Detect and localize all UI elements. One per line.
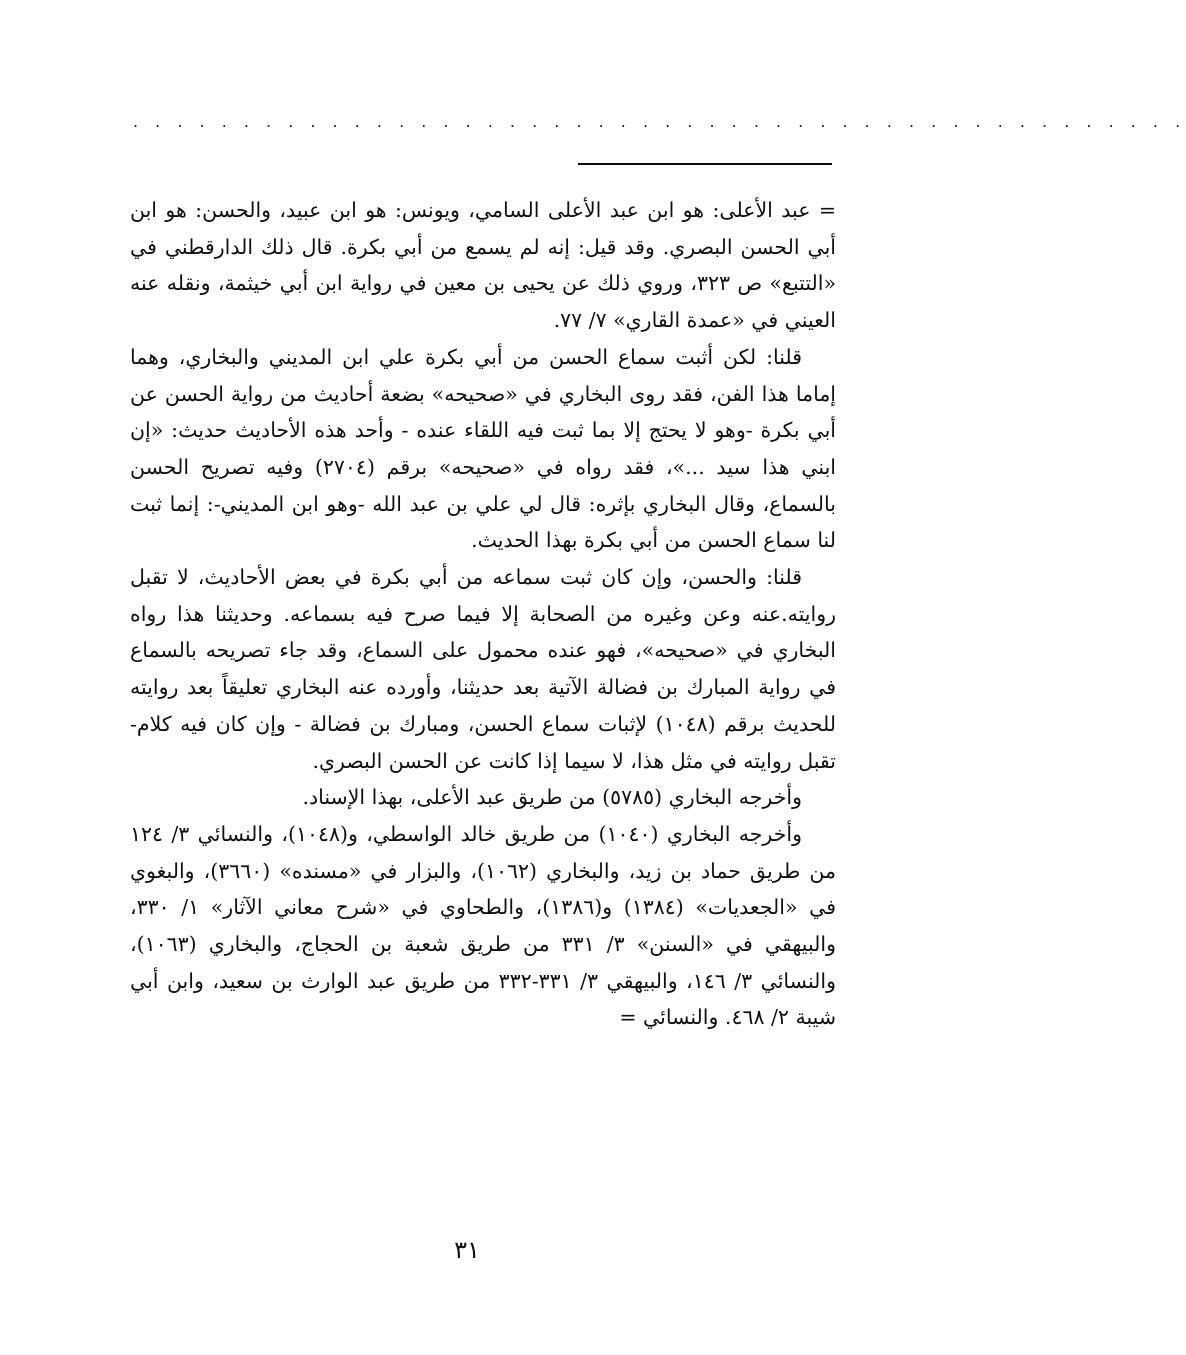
footnote-paragraph-4: وأخرجه البخاري (٥٧٨٥) من طريق عبد الأعلى، بهذا الإسناد. (302, 785, 802, 810)
footnote-text (130, 192, 836, 1036)
footnote-rule (578, 163, 832, 165)
page-number: ٣١ (454, 1236, 480, 1264)
footnote-paragraph-3: قلنا: والحسن، وإن كان ثبت سماعه من أبي بكرة في بعض الأحاديث، لا تقبل روايته.عنه وعن وغيره من الصحابة إلا فيما صرح فيه بسماعه. وحديثنا هذا رواه البخاري في «صحيحه»، فهو عنده محمول على السماع، وقد جاء تصريحه بالسماع في رواية المبارك بن فضالة الآتية بعد حديثنا، وأورده عنه البخاري تعليقاً بعد روايته للحديث برقم (١٠٤٨) لإثبات سماع الحسن، ومبارك بن فضالة - وإن كان فيه كلام- تقبل روايته في مثل هذا، لا سيما إذا كانت عن الحسن البصري. (130, 565, 836, 773)
footnote-paragraph-5: وأخرجه البخاري (١٠٤٠) من طريق خالد الواسطي، و(١٠٤٨)، والنسائي ٣/ ١٢٤ من طريق حماد بن زيد، والبخاري (١٠٦٢)، والبزار في «مسنده» (٣٦٦٠)، والبغوي في «الجعديات» (١٣٨٤) و(١٣٨٦)، والطحاوي في «شرح معاني الآثار» ١/ ٣٣٠، والبيهقي في «السنن» ٣/ ٣٣١ من طريق شعبة بن الحجاج، والبخاري (١٠٦٣)، والنسائي ٣/ ١٤٦، والبيهقي ٣/ ٣٣١-٣٣٢ من طريق عبد الوارث بن سعيد، وابن أبي شيبة ٢/ ٤٦٨. والنسائي = (130, 821, 837, 1030)
footnote-paragraph-2: قلنا: لكن أثبت سماع الحسن من أبي بكرة علي ابن المديني والبخاري، وهما إماما هذا الفن، فقد روى البخاري في «صحيحه» بضعة أحاديث من رواية الحسن عن أبي بكرة -وهو لا يحتج إلا بما ثبت فيه اللقاء عنده - وأحد هذه الأحاديث حديث: «إن ابني هذا سيد ...»، فقد رواه في «صحيحه» برقم (٢٧٠٤) وفيه تصريح الحسن بالسماع، وقال البخاري بإثره: قال لي علي بن عبد الله -وهو ابن المديني-: إنما ثبت لنا سماع الحسن من أبي بكرة بهذا الحديث. (130, 344, 836, 553)
footnote-paragraph-1: = عبد الأعلى: هو ابن عبد الأعلى السامي، ويونس: هو ابن عبيد، والحسن: هو ابن أبي الحسن البصري. وقد قيل: إنه لم يسمع من أبي بكرة. قال ذلك الدارقطني في «التتبع» ص ٣٢٣، وروي ذلك عن يحيى بن معين في رواية ابن أبي خيثمة، ونقله عنه العيني في «عمدة القاري» ٧/ ٧٧. (130, 198, 836, 333)
separator-dots: . . . . . . . . . . . . . . . . . . . . . . . . . . . . . . . . . . . . . . . . . . . . . . . . (133, 112, 1186, 131)
